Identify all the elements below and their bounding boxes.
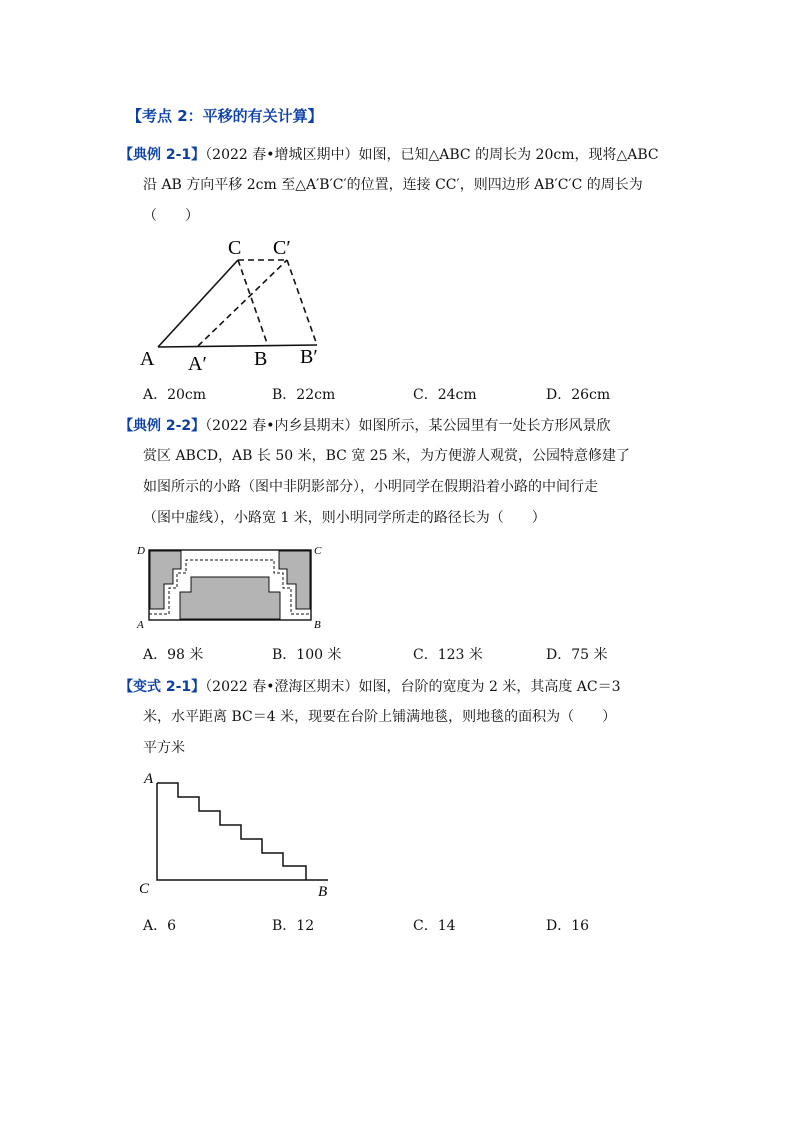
question-3-line-3: 平方米 [143, 740, 185, 756]
question-1-line-3: （ ） [143, 208, 199, 224]
question-3-tag: 【变式 2-1】 [119, 679, 206, 695]
figure-park-path [135, 540, 335, 632]
label-a: A [137, 619, 144, 631]
question-2-option-d: D．75 米 [546, 647, 608, 663]
question-2-line-1 [119, 415, 611, 435]
question-3-text-1: （2022 春•澄海区期末）如图，台阶的宽度为 2 米，其高度 AC＝3 [205, 679, 621, 695]
segment-c-prime-b-prime [287, 260, 317, 345]
section-title: 【考点 2：平移的有关计算】 [127, 107, 323, 125]
label-c: C [314, 545, 322, 557]
segment-ac [158, 260, 238, 347]
label-b: B [318, 884, 328, 900]
question-3-line-1 [119, 676, 621, 696]
question-1-option-b: B．22cm [272, 387, 336, 403]
stair-steps [157, 783, 306, 880]
label-b: B [314, 619, 321, 631]
label-c-prime: C′ [273, 237, 291, 259]
question-2-tag: 【典例 2-2】 [119, 418, 206, 434]
label-c: C [228, 237, 242, 259]
question-1-option-d: D．26cm [546, 387, 611, 403]
label-d: D [137, 545, 145, 557]
shaded-region-middle [180, 577, 280, 619]
question-1-tag: 【典例 2-1】 [119, 147, 206, 163]
question-3-option-a: A．6 [143, 918, 177, 934]
question-2-text-1: （2022 春•内乡县期末）如图所示，某公园里有一处长方形风景欣 [205, 418, 611, 434]
question-3-option-b: B．12 [272, 918, 315, 934]
label-a-prime: A′ [188, 353, 207, 375]
question-2-option-b: B．100 米 [272, 647, 342, 663]
label-b-prime: B′ [300, 346, 318, 368]
label-c: C [139, 881, 150, 897]
question-2-line-2: 赏区 ABCD，AB 长 50 米，BC 宽 25 米，为方便游人观赏，公园特意修建了 [143, 448, 631, 464]
question-3-option-d: D．16 [546, 918, 590, 934]
question-1-option-a: A．20cm [143, 387, 207, 403]
label-a: A [140, 348, 155, 370]
question-2-line-4: （图中虚线），小路宽 1 米，则小明同学所走的路径长为（ ） [143, 510, 546, 526]
question-2-option-c: C．123 米 [413, 647, 483, 663]
question-1-line-2: 沿 AB 方向平移 2cm 至△A′B′C′的位置，连接 CC′，则四边形 AB′C′C 的周长为 [143, 177, 643, 193]
question-2-line-3: 如图所示的小路（图中非阴影部分），小明同学在假期沿着小路的中间行走 [143, 479, 598, 495]
line-a-b-prime [158, 345, 317, 347]
figure-staircase [135, 765, 340, 900]
label-a: A [144, 771, 154, 787]
question-2-option-a: A．98 米 [143, 647, 204, 663]
question-1-option-c: C．24cm [413, 387, 477, 403]
question-3-option-c: C．14 [413, 918, 456, 934]
question-1-line-1 [119, 144, 659, 164]
question-3-line-2: 米，水平距离 BC＝4 米，现要在台阶上铺满地毯，则地毯的面积为（ ） [143, 709, 617, 725]
figure-translated-triangle [130, 230, 350, 375]
question-1-text-1: （2022 春•增城区期中）如图，已知△ABC 的周长为 20cm，现将△ABC [205, 147, 659, 163]
label-b: B [254, 348, 268, 370]
